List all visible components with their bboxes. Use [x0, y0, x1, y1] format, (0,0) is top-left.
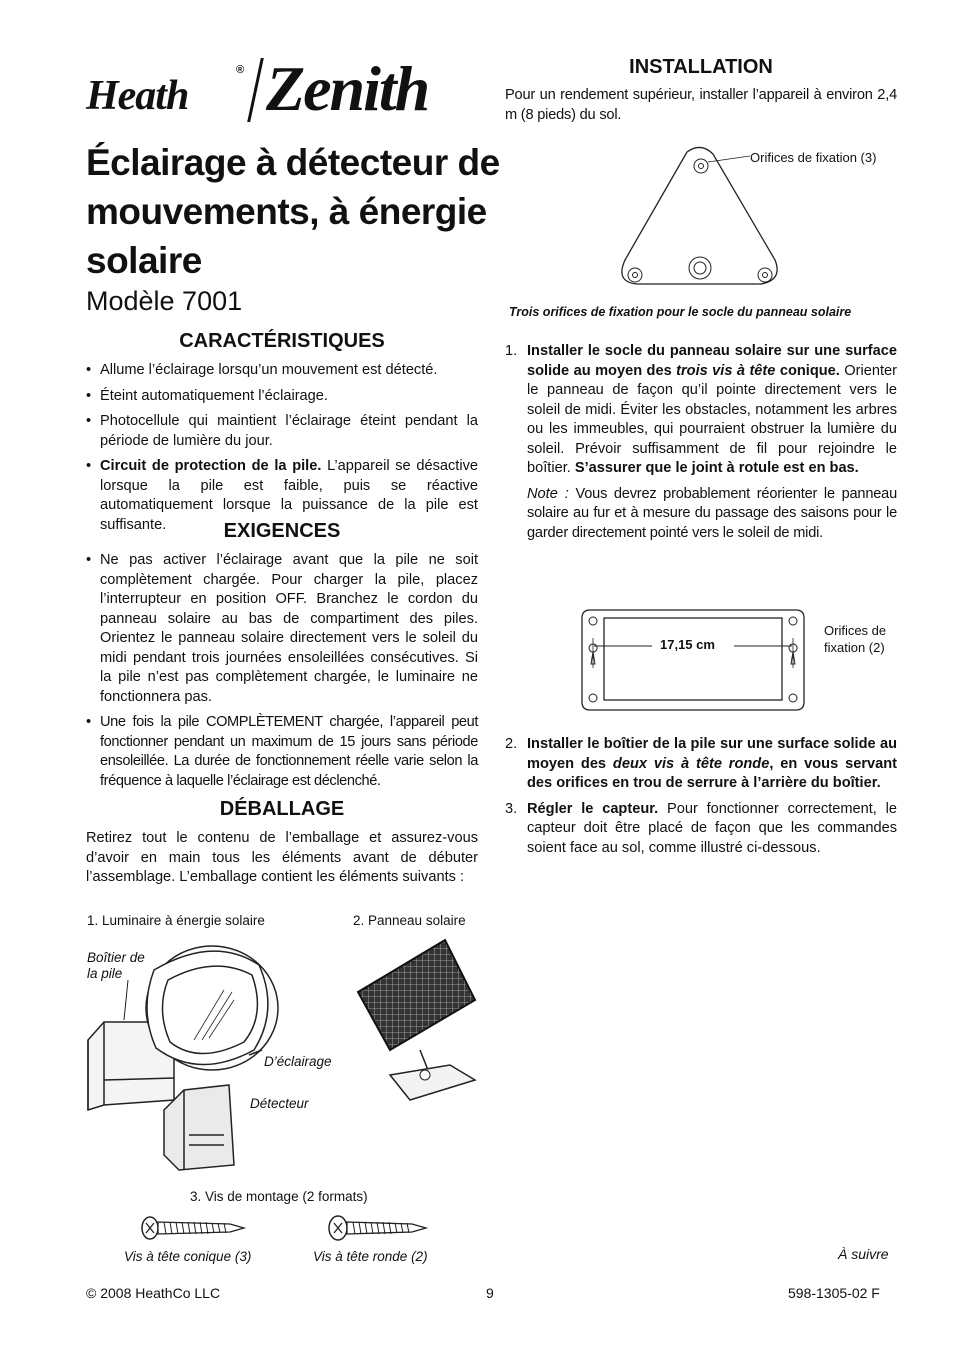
features-section	[86, 330, 478, 541]
list-item: • Ne pas activer l’éclairage avant que la pile ne soit complètement chargée. Pour charger la pile, placez l’interrupteur en position OFF. Branchez le cordon du panneau solaire au bas de compartiment des piles. Orientez le panneau solaire directement vers le soleil du midi pendant trois journées ensoleillées consécutives. Si la pile n’est pas complètement chargée, le luminaire ne fonctionnera pas.	[86, 551, 478, 707]
step-bold-italic: trois vis à tête	[676, 362, 776, 379]
model-number: Modèle 7001	[86, 286, 243, 316]
step-bold: S’assurer que le joint à rotule est en bas.	[574, 460, 859, 476]
list-item: • Une fois la pile COMPLÈTEMENT chargée, l’appareil peut fonctionner pendant un maximum de 15 jours sans période ensoleillée. La durée de fonctionnement réelle varie selon la fréquence à laquelle l’éclairage est déclenché.	[86, 713, 478, 791]
unpacking-text: Retirez tout le contenu de l’emballage et assurez-vous d’avoir en main tous les éléments avant de débuter l’assemblage. L’emballage contient les éléments suivants :	[86, 830, 478, 885]
screw-label-round: Vis à tête ronde (2)	[313, 1249, 428, 1264]
requirements-list	[86, 551, 478, 791]
steps-list-2	[505, 735, 897, 864]
requirements-heading: EXIGENCES	[223, 520, 341, 542]
item-label-screws: 3. Vis de montage (2 formats)	[190, 1189, 368, 1204]
label-light: D’éclairage	[264, 1054, 332, 1069]
step-number: 3.	[505, 800, 518, 817]
keyhole-holes-label: Orifices de fixation (2)	[824, 623, 887, 655]
continued-label: À suivre	[838, 1246, 889, 1262]
list-item: • Allume l’éclairage lorsqu’un mouvement est détecté.	[86, 361, 478, 381]
brand-logo	[86, 53, 478, 124]
installation-heading: INSTALLATION	[629, 56, 773, 78]
logo-divider	[247, 58, 264, 122]
features-list	[86, 361, 478, 535]
step-number: 2.	[505, 736, 518, 752]
step-note	[527, 485, 897, 544]
item-label-fixture: 1. Luminaire à énergie solaire	[87, 913, 265, 928]
step-1	[505, 342, 897, 543]
triangle-caption: Trois orifices de fixation pour le socle du panneau solaire	[509, 305, 852, 319]
features-heading: CARACTÉRISTIQUES	[179, 330, 385, 352]
page-title: Éclairage à détecteur de mouvements, à énergie solaire	[86, 142, 500, 281]
label-detector: Détecteur	[250, 1096, 309, 1111]
triangle-holes-label: Orifices de fixation (3)	[750, 150, 877, 165]
step-3	[505, 800, 897, 859]
battery-mount-diagram	[578, 608, 808, 712]
dimension-label: 17,15 cm	[660, 637, 715, 652]
step-text: Pour fonctionner correctement, le capteur doit être placé de façon que les commandes soient face au sol, comme illustré ci-dessous.	[527, 800, 897, 856]
logo-registered-mark: ®	[236, 64, 245, 76]
page-number: 9	[486, 1285, 494, 1301]
step-bold: Installer le socle du panneau solaire sur une surface solide au moyen des	[527, 343, 897, 379]
feature-text: L’appareil se désactive lorsque la pile est faible, puis se réactive automatiquement lorsque la puissance de la pile est suffisante.	[100, 458, 478, 533]
steps-list-1	[505, 342, 897, 549]
feature-bold: Circuit de protection de la pile.	[100, 458, 322, 474]
solar-fixture-illustration	[84, 930, 344, 1175]
screw-label-countersunk: Vis à tête conique (3)	[124, 1249, 252, 1264]
step-bold: Installer le boîtier de la pile sur une surface solide au moyen des	[527, 736, 897, 772]
step-2	[505, 735, 897, 794]
step-bold: conique.	[775, 362, 840, 379]
list-item: • Éteint automatiquement l’éclairage.	[86, 387, 478, 407]
step-text: Orienter le panneau de façon qu’il pointe directement vers le soleil de midi. Éviter les obstacles, notamment les arbres ou les immeubles, qui pourraient obstruer la lumière du soleil. Prévoir suffisamment de fil pour rejoindre le boîtier.	[527, 362, 897, 476]
unpacking-section	[86, 798, 478, 888]
requirements-section	[86, 520, 478, 797]
step-bold: , en vous servant des orifices en trou de serrure à l’arrière du boîtier.	[527, 755, 898, 791]
list-item: • Photocellule qui maintient l’éclairage éteint pendant la période de lumière du jour.	[86, 412, 478, 451]
logo-zenith: Zenith	[266, 53, 429, 124]
countersunk-screw-illustration	[140, 1214, 250, 1242]
logo-heath: Heath	[86, 73, 189, 119]
note-text: Vous devrez probablement réorienter le panneau solaire au fur et à mesure du passage des saisons pour le garder directement pointé vers le soleil de midi.	[527, 485, 897, 541]
unpacking-heading: DÉBALLAGE	[219, 798, 345, 820]
item-label-panel: 2. Panneau solaire	[353, 913, 466, 928]
label-battery-box: Boîtier de la pile	[87, 950, 145, 981]
step-bold: Régler le capteur.	[527, 800, 659, 817]
round-head-screw-illustration	[328, 1214, 438, 1242]
step-bold-italic: deux vis à tête ronde	[612, 755, 770, 772]
document-code: 598-1305-02 F	[788, 1285, 880, 1301]
footer-copyright: © 2008 HeathCo LLC	[86, 1285, 221, 1301]
note-label: Note :	[527, 485, 569, 502]
solar-panel-illustration	[350, 930, 480, 1110]
step-number: 1.	[505, 343, 518, 359]
installation-intro: Pour un rendement supérieur, installer l’appareil à environ 2,4 m (8 pieds) du sol.	[505, 87, 897, 123]
